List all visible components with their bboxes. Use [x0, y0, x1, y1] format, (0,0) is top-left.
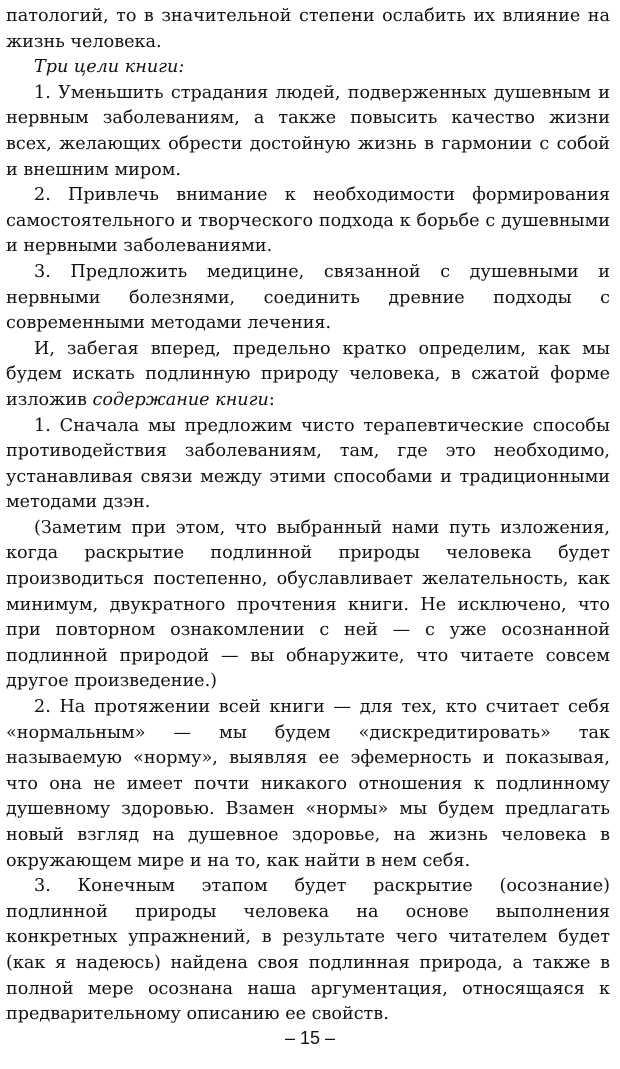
goal-1-paragraph: 1. Уменьшить страдания людей, подверженных душевным и нервным заболеваниям, а также повысить качество жизни всех, желающих обрести достойную жизнь в гармонии с собой и внешним миром.: [6, 82, 610, 180]
content-1-paragraph: 1. Сначала мы предложим чисто терапевтические способы противодействия заболеваниям, там, где это необходимо, устанавливая связи между этими способами и традиционными методами дзэн.: [6, 415, 610, 513]
contents-intro-text: И, забегая вперед, предельно кратко определим, как мы будем искать подлинную природу человека, в сжатой форме изложив: [6, 338, 610, 410]
page-number: – 15 –: [284, 1028, 336, 1048]
contents-emphasis: содержание книги: [92, 389, 269, 410]
contents-colon: :: [268, 389, 275, 410]
goal-3-paragraph: 3. Предложить медицине, связанной с душевными и нервными болезнями, соединить древние подходы с современными методами лечения.: [6, 261, 610, 334]
goal-2-paragraph: 2. Привлечь внимание к необходимости формирования самостоятельного и творческого подхода к борьбе с душевными и нервными заболеваниями.: [6, 185, 610, 257]
content-3-paragraph: 3. Конечным этапом будет раскрытие (осознание) подлинной природы человека на основе выполнения конкретных упражнений, в результате чего читателем будет (как я надеюсь) найдена своя подлинная природа, а также в полной мере осознана наша аргументация, относящаяся к предварительному описанию ее свойств.: [6, 876, 610, 1025]
goals-heading: Три цели книги:: [34, 57, 185, 78]
paragraph-continuation: патологий, то в значительной степени ослабить их влияние на жизнь человека.: [6, 6, 610, 52]
content-2-paragraph: 2. На протяжении всей книги — для тех, кто считает себя «нормальным» — мы будем «дискредитировать» так называемую «норму», выявляя ее эфемерность и показывая, что она не имеет почти никакого отношения к подлинному душевному здоровью. Взамен «нормы» мы будем предлагать новый взгляд на душевное здоровье, на жизнь человека в окружающем мире и на то, как найти в нем себя.: [6, 697, 610, 871]
body-text: [6, 4, 610, 1028]
contents-intro-paragraph: [6, 337, 610, 414]
remark-paragraph: (Заметим при этом, что выбранный нами путь изложения, когда раскрытие подлинной природы человека будет производиться постепенно, обуславливает желательность, как минимум, двукратного прочтения книги. Не исключено, что при повторном ознакомлении с ней — с уже осознанной подлинной природой — вы обнаружите, что читаете совсем другое произведение.): [6, 517, 610, 692]
